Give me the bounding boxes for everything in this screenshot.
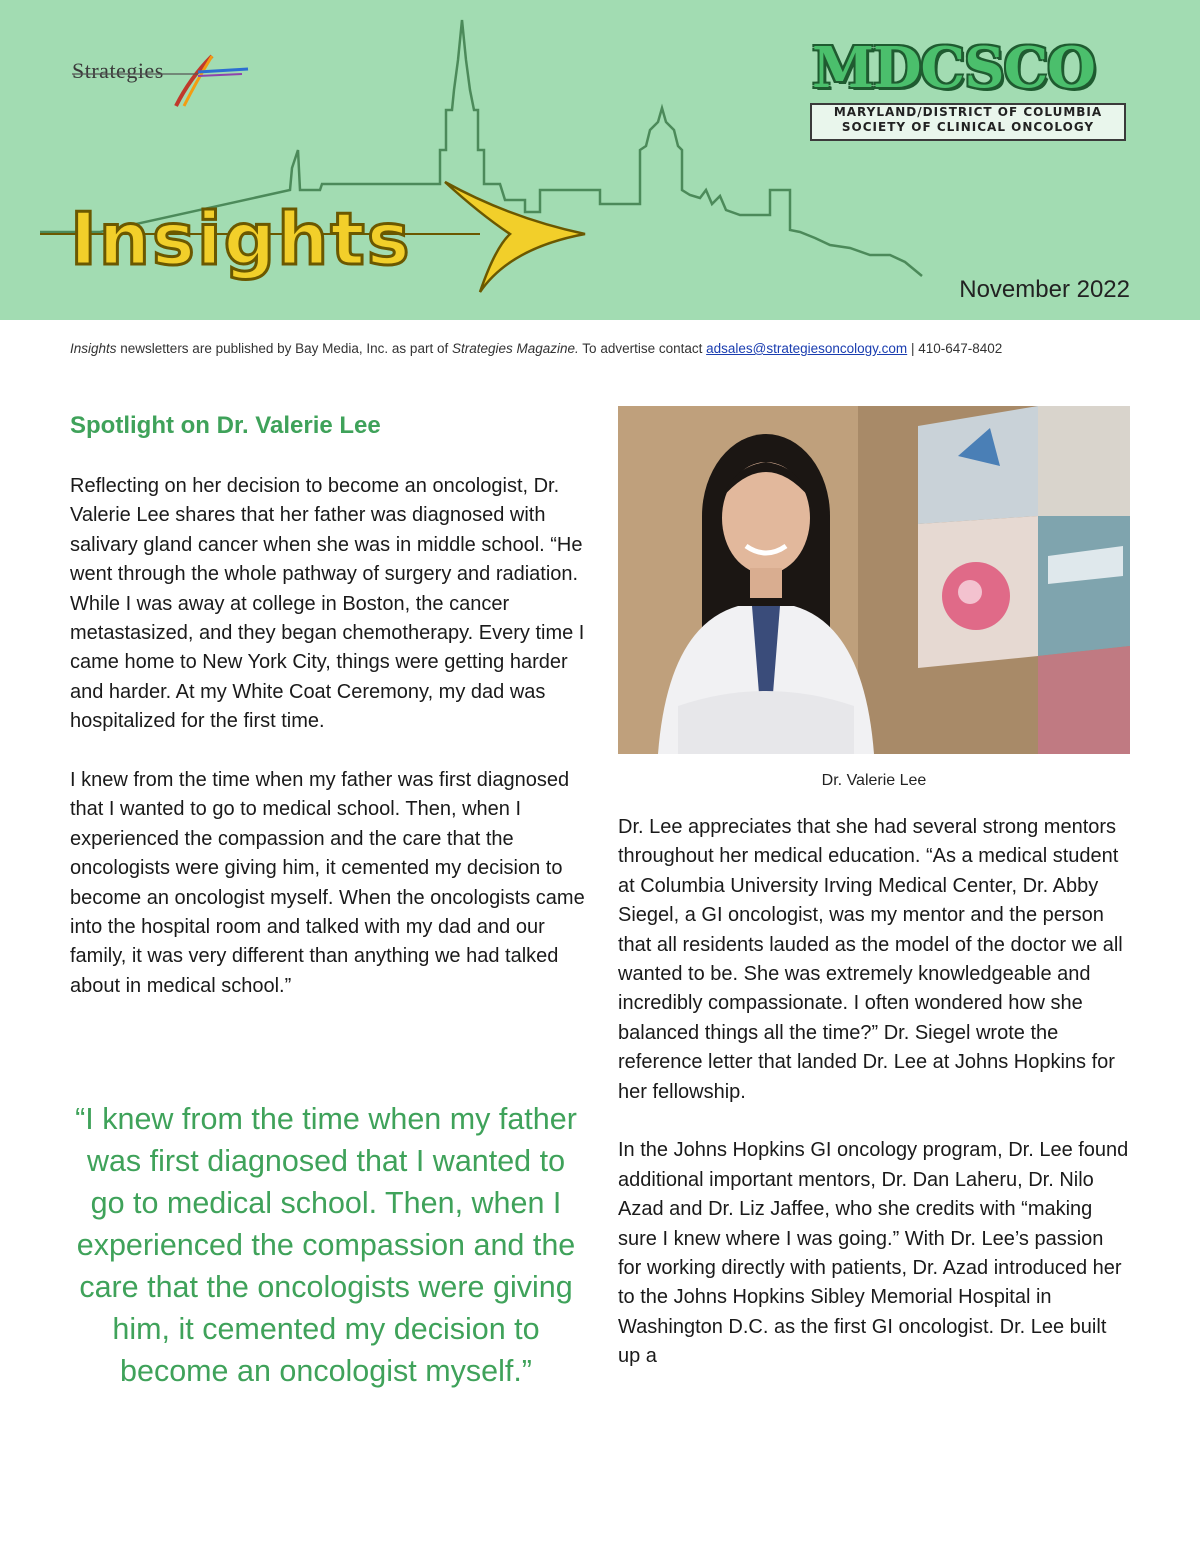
insights-wordmark: Insights xyxy=(70,197,412,281)
arrowhead-icon xyxy=(445,182,585,292)
strategies-swoosh-icon xyxy=(72,52,252,112)
org-name-line1: MARYLAND/DISTRICT OF COLUMBIA xyxy=(833,105,1103,119)
pull-quote: “I knew from the time when my father was first diagnosed that I wanted to go to medical school. Then, when I experienced the compassion and the care that the oncologists were giving him, it cemented my decision to become an oncologist myself.” xyxy=(75,1102,577,1388)
portrait-illustration xyxy=(618,406,1130,754)
article-paragraph: In the Johns Hopkins GI oncology program, Dr. Lee found additional important mentors, Dr. Dan Laheru, Dr. Nilo Azad and Dr. Liz Jaffee, who she credits with “making sure I knew where I was going.” With Dr. Lee’s passion for working directly with patients, Dr. Azad introduced her to the Johns Hopkins Sibley Memorial Hospital in Washington D.C. as the first GI oncologist. Dr. Lee built up a xyxy=(618,1139,1129,1368)
strategies-logo[interactable] xyxy=(72,52,252,112)
article-paragraph: Dr. Lee appreciates that she had several strong mentors throughout her medical education. “As a medical student at Columbia University Irving Medical Center, Dr. Abby Siegel, a GI oncologist, was my mentor and the person that all residents lauded as the model of the doctor we all wanted to be. She was extremely knowledgeable and incredibly compassionate. I often wondered how she balanced things all the time?” Dr. Siegel wrote the reference letter that landed Dr. Lee at Johns Hopkins for her fellowship. xyxy=(618,816,1123,1103)
publisher-phone: | 410-647-8402 xyxy=(907,341,1003,356)
org-name-line2: SOCIETY OF CLINICAL ONCOLOGY xyxy=(841,120,1095,134)
strategies-wordmark: Strategies xyxy=(72,58,164,83)
article-headline: Spotlight on Dr. Valerie Lee xyxy=(70,412,381,439)
portrait-photo xyxy=(618,406,1130,754)
insights-logo[interactable] xyxy=(40,178,600,308)
article-left-column xyxy=(70,472,590,1031)
publisher-text-2: To advertise contact xyxy=(578,341,707,356)
article-paragraph: Reflecting on her decision to become an oncologist, Dr. Valerie Lee shares that her father was diagnosed with salivary gland cancer when she was in middle school. “He went through the whole pathway of surgery and radiation. While I was away at college in Boston, the cancer metastasized, and they began chemotherapy. Every time I came home to New York City, things were getting harder and harder. At my White Coat Ceremony, my dad was hospitalized for the first time. xyxy=(70,475,585,733)
issue-date: November 2022 xyxy=(959,276,1130,303)
advertising-email-link[interactable]: adsales@strategiesoncology.com xyxy=(706,341,908,356)
publisher-text-1: newsletters are published by Bay Media, Inc. as part of xyxy=(116,341,452,356)
header-banner xyxy=(0,0,1200,320)
article-right-column xyxy=(618,813,1130,1401)
photo-caption: Dr. Valerie Lee xyxy=(821,772,927,789)
publisher-magazine: Strategies Magazine. xyxy=(451,341,579,356)
mdcsco-logo[interactable]: MDCSCO xyxy=(812,35,1095,101)
publisher-line xyxy=(70,341,1150,356)
article-paragraph: I knew from the time when my father was first diagnosed that I wanted to go to medical school. Then, when I experienced the compassion and the care that the oncologists were giving him, it cemented my decision to become an oncologist myself. When the oncologists came into the hospital room and talked with my dad and our family, it was very different than anything we had talked about in medical school.” xyxy=(70,769,585,997)
publisher-insights: Insights xyxy=(70,341,117,356)
mdcsco-org-name xyxy=(810,103,1126,141)
